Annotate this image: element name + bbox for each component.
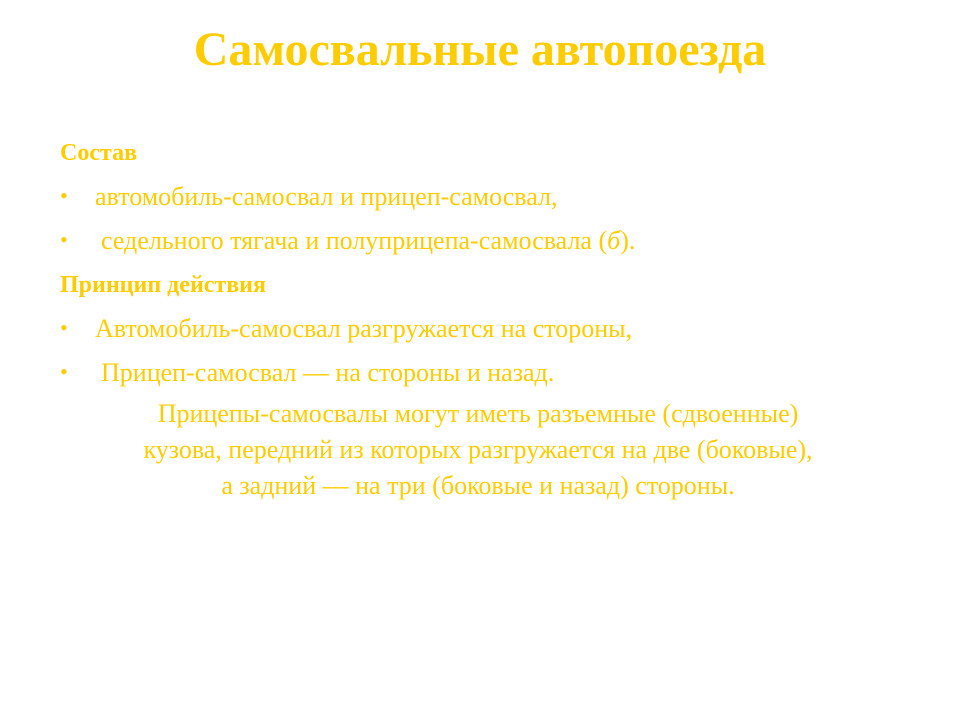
list-item-text: автомобиль-самосвал и прицеп-самосвал, [95,182,558,211]
list-item [60,182,920,212]
list-item-text: Автомобиль-самосвал разгружается на стороны, [95,314,633,343]
list-item-text-start: седельного тягача и полуприцепа-самосвала ( [101,226,608,255]
section-heading-composition: Состав [60,140,138,166]
section-heading-principle: Принцип действия [60,272,266,298]
principle-list [60,314,920,388]
bullet-icon: • [60,315,68,340]
composition-list [60,182,920,256]
list-item [60,226,920,256]
slide-title: Самосвальные автопоезда [193,23,767,76]
bullet-icon: • [60,359,68,384]
list-item-text [95,226,635,255]
bullet-icon: • [60,183,68,208]
list-item [60,314,920,344]
paragraph-line: кузова, передний из которых разгружается на две (боковые), [143,435,813,464]
paragraph-line: Прицепы-самосвалы могут иметь разъемные (сдвоенные) [157,399,799,428]
slide-content [60,138,920,504]
summary-paragraph [48,396,908,504]
paragraph-line: а задний — на три (боковые и назад) стороны. [221,471,735,500]
list-item [60,358,920,388]
bullet-icon: • [60,227,68,252]
list-item-text-end: ). [620,226,636,255]
list-item-italic-letter: б [607,226,621,255]
list-item-text: Прицеп-самосвал — на стороны и назад. [101,358,555,387]
